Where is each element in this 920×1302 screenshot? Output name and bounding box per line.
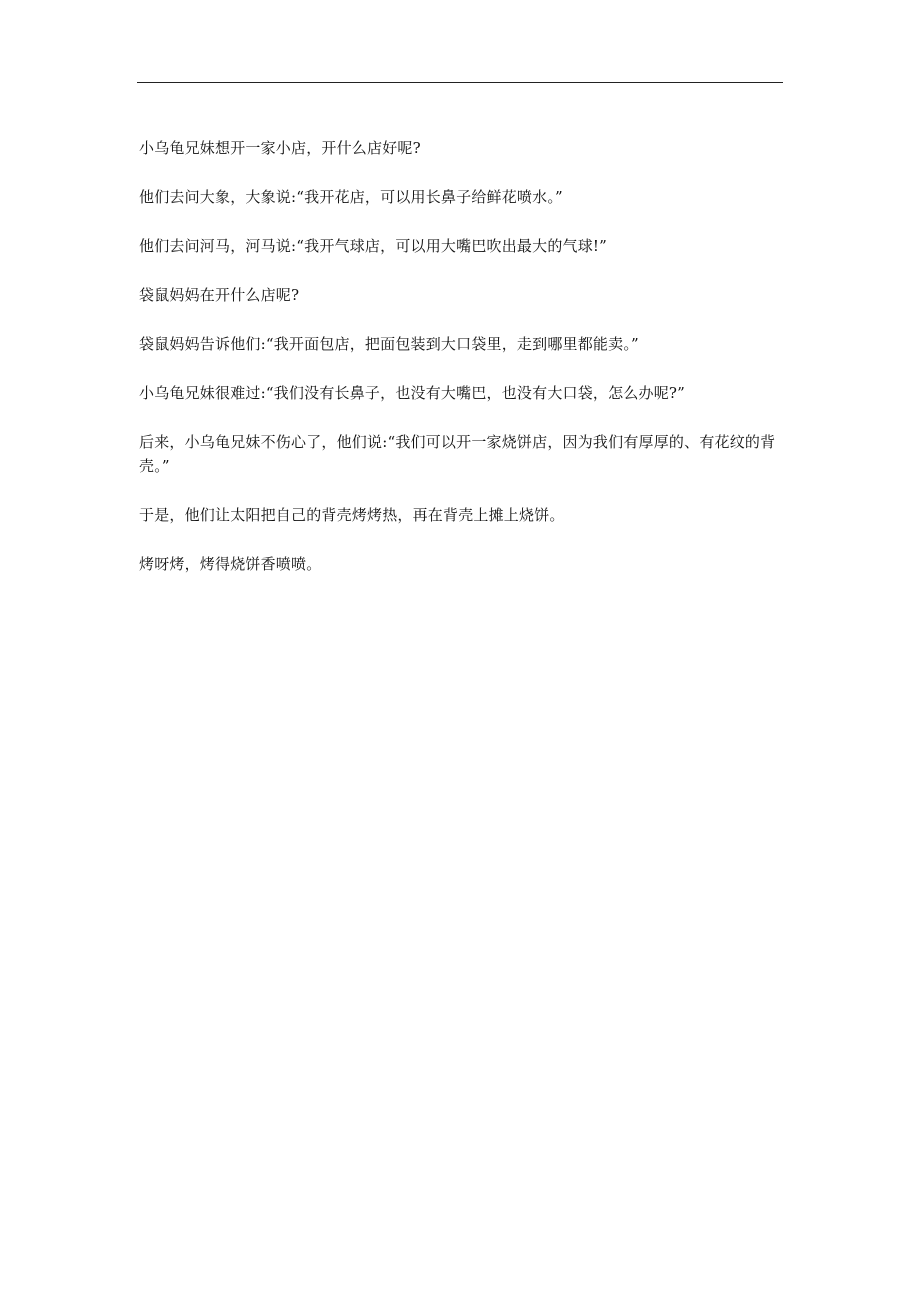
paragraph: 袋鼠妈妈在开什么店呢? [139,286,300,304]
paragraph: 烤呀烤，烤得烧饼香喷喷。 [139,555,322,573]
paragraph: 他们去问大象，大象说:“我开花店，可以用长鼻子给鲜花喷水。” [139,188,563,206]
story-text [139,136,789,601]
paragraph: 他们去问河马，河马说:“我开气球店，可以用大嘴巴吹出最大的气球!” [139,237,608,255]
paragraph: 小乌龟兄妹很难过:“我们没有长鼻子，也没有大嘴巴，也没有大口袋，怎么办呢?” [139,384,686,402]
paragraph: 后来，小乌龟兄妹不伤心了，他们说:“我们可以开一家烧饼店，因为我们有厚厚的、有花纹的背壳。” [139,433,776,475]
header-rule [137,82,783,83]
paragraph: 于是，他们让太阳把自己的背壳烤烤热，再在背壳上摊上烧饼。 [139,506,565,524]
paragraph: 小乌龟兄妹想开一家小店，开什么店好呢? [139,139,421,157]
paragraph: 袋鼠妈妈告诉他们:“我开面包店，把面包装到大口袋里，走到哪里都能卖。” [139,335,639,353]
